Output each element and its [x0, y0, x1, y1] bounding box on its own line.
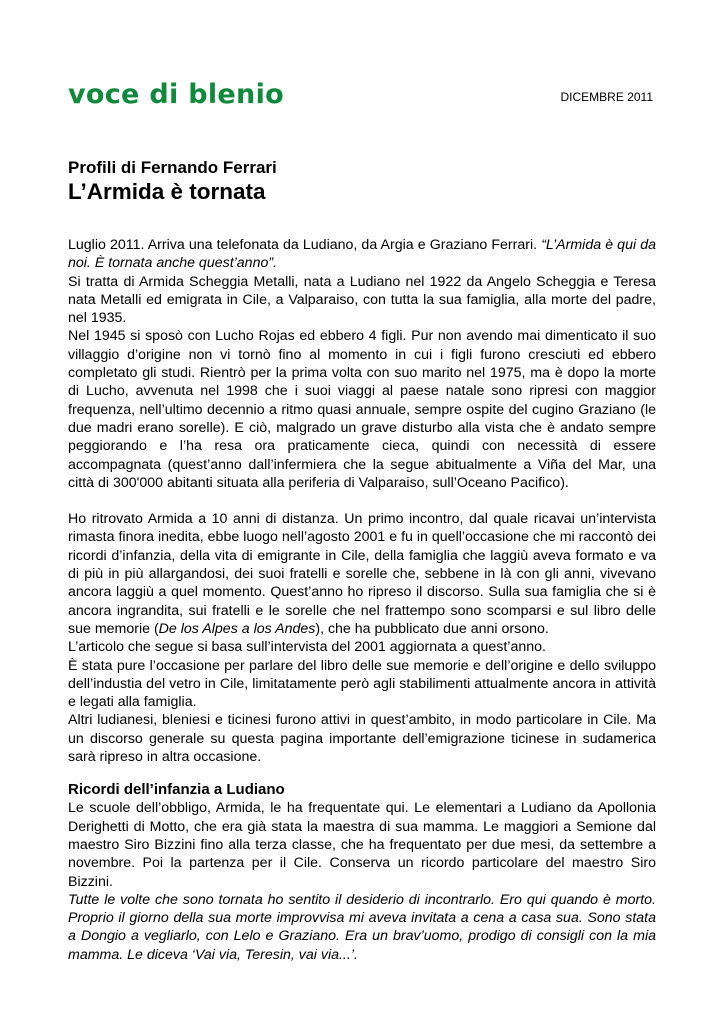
issue-date: DICEMBRE 2011 [560, 90, 653, 104]
section-heading: Ricordi dell’infanzia a Ludiano [68, 781, 285, 799]
paragraph-5: L’articolo che segue si basa sull’intervista del 2001 aggiornata a quest’anno. [68, 639, 546, 656]
paragraph-4 [68, 510, 656, 638]
paragraph-7: Altri ludianesi, bleniesi e ticinesi furono attivi in quest’ambito, in modo particolare in Cile. Ma un discorso generale su questa pagina importante dell’emigrazione ticinese in sudamerica sarà ripreso in altra occasione. [68, 712, 656, 766]
paragraph-1-text: Luglio 2011. Arriva una telefonata da Ludiano, da Argia e Graziano Ferrari. [68, 237, 542, 253]
paragraph-1 [68, 236, 656, 273]
paragraph-4-end: ), che ha pubblicato due anni orsono. [315, 620, 549, 637]
paragraph-gap [68, 492, 656, 510]
book-title: De los Alpes a los Andes [158, 620, 316, 637]
paragraph-6: È stata pure l’occasione per parlare del libro delle sue memorie e dell’origine e dello sviluppo dell’industia del vetro in Cile, limitatamente però agli stabilimenti attualmente ancora in attività e legati alla famiglia. [68, 657, 656, 711]
paragraph-1-quote: “L’Armida è qui da noi. È tornata anche quest’anno”. [68, 237, 656, 272]
article-kicker: Profili di Fernando Ferrari [68, 158, 277, 177]
masthead-logo: voce di blenio [68, 79, 284, 110]
paragraph-8: Le scuole dell’obbligo, Armida, le ha frequentate qui. Le elementari a Ludiano da Apollonia Derighetti di Motto, che era già stata la maestra di sua mamma. Le maggiori a Semione dal maestro Siro Bizzini fino alla terza classe, che ha frequentato per due mesi, da settembre a novembre. Poi la partenza per il Cile. Conserva un ricordo particolare del maestro Siro Bizzini. [68, 800, 656, 890]
paragraph-3: Nel 1945 si sposò con Lucho Rojas ed ebbero 4 figli. Pur non avendo mai dimenticato il suo villaggio d’origine non vi tornò fino al momento in cui i figli furono cresciuti ed ebbero completato gli studi. Rientrò per la prima volta con suo marito nel 1975, ma è dopo la morte di Lucho, avvenuta nel 1998 che i suoi viaggi al paese natale sono ripresi con maggior frequenza, nell’ultimo decennio a ritmo quasi annuale, sempre ospite del cugino Graziano (le due madri erano sorelle). E ciò, malgrado un grave disturbo alla vista che è andato sempre peggiorando e l’ha resa ora praticamente cieca, quindi con necessità di essere accompagnata (quest’anno dall’infermiera che la segue abitualmente a Viña del Mar, una città di 300'000 abitanti situata alla periferia di Valparaiso, sull’Oceano Pacifico). [68, 328, 656, 491]
paragraph-4-text: Ho ritrovato Armida a 10 anni di distanza. Un primo incontro, dal quale ricavai un’intervista rimasta finora inedita, ebbe luogo nell’agosto 2001 e fu in quell’occasione che mi raccontò dei ricordi d’infanzia, della vita di emigrante in Cile, della famiglia che laggiù aveva formato e va di più in più allargandosi, dei suoi fratelli e sorelle che, sebbene in là con gli anni, vivevano ancora laggiù a quel momento. Quest’anno ho ripreso il discorso. Sulla sua famiglia che si è ancora ingrandita, sui fratelli e le sorelle che nel frattempo sono scomparsi e sul libro delle sue memorie ( [68, 511, 656, 637]
paragraph-9-quote: Tutte le volte che sono tornata ho sentito il desiderio di incontrarlo. Ero qui quando è morto. Proprio il giorno della sua morte improvvisa mi aveva invitata a cena a casa sua. Sono stata a Dongio a vegliarlo, con Lelo e Graziano. Era un brav’uomo, prodigo di consigli con la mia mamma. Le diceva ‘Vai via, Teresin, vai via...’. [68, 891, 656, 963]
article-title: L’Armida è tornata [68, 179, 266, 204]
article-body [68, 236, 656, 964]
paragraph-2: Si tratta di Armida Scheggia Metalli, nata a Ludiano nel 1922 da Angelo Scheggia e Teresa nata Metalli ed emigrata in Cile, a Valparaiso, con tutta la sua famiglia, alla morte del padre, nel 1935. [68, 273, 656, 327]
